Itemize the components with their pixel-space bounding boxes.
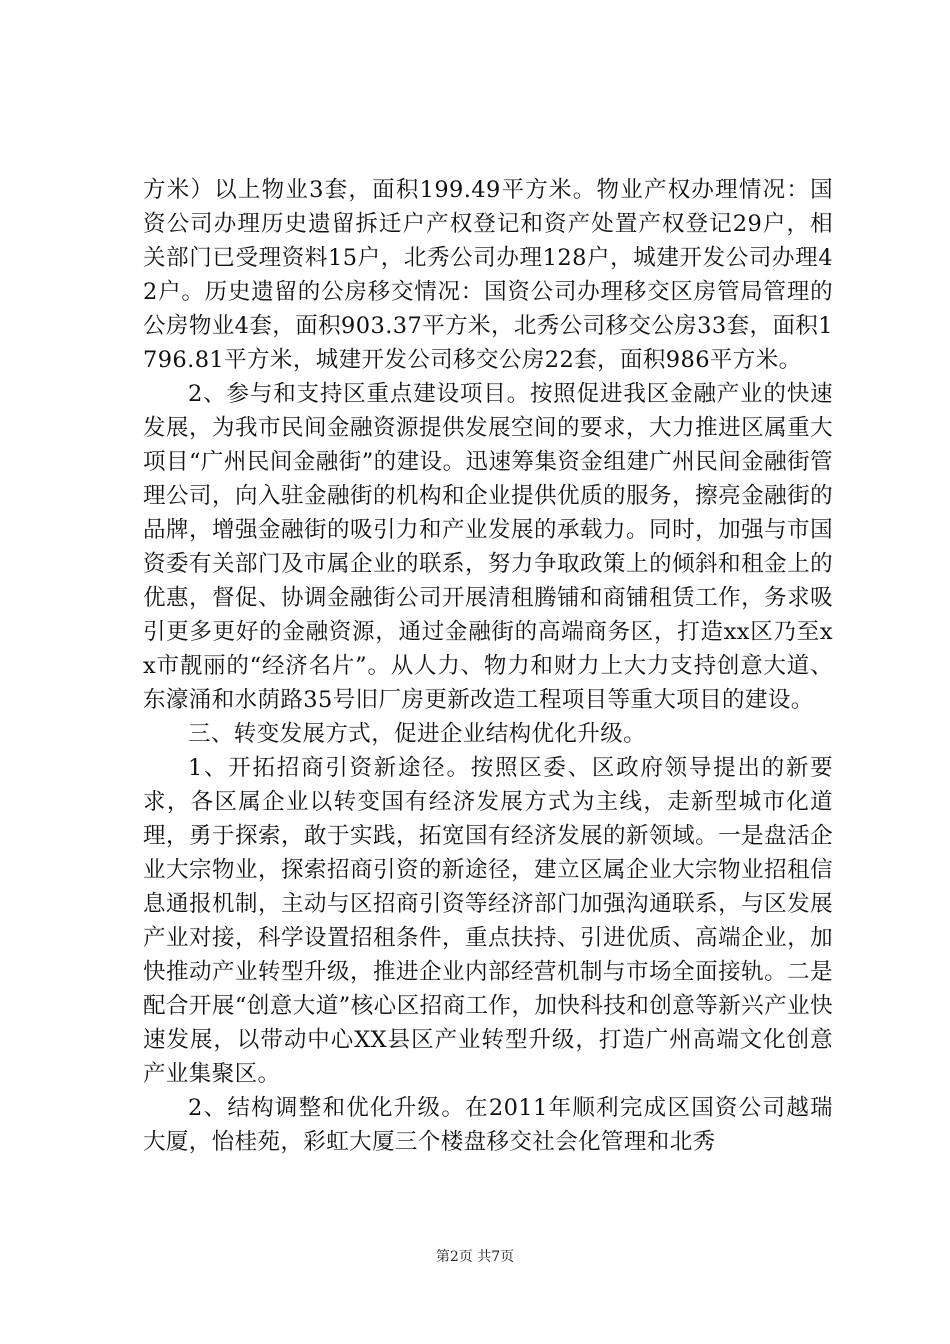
document-body (143, 173, 833, 1159)
page-footer (0, 1247, 950, 1267)
paragraph-5: 2、结构调整和优化升级。在2011年顺利完成区国资公司越瑞大厦，怡桂苑，彩虹大厦三个楼盘移交社会化管理和北秀 (143, 1095, 833, 1155)
section-heading-3: 三、转变发展方式，促进企业结构优化升级。 (188, 721, 647, 747)
paragraph-1: 方米）以上物业3套，面积199.49平方米。物业产权办理情况：国资公司办理历史遗留拆迁户产权登记和资产处置产权登记29户，相关部门已受理资料15户，北秀公司办理128户，城建开发公司办理42户。历史遗留的公房移交情况：国资公司办理移交区房管局管理的公房物业4套，面积903.37平方米，北秀公司移交公房33套，面积1796.81平方米，城建开发公司移交公房22套，面积986平方米。 (143, 177, 833, 373)
paragraph-4: 1、开拓招商引资新途径。按照区委、区政府领导提出的新要求，各区属企业以转变国有经济发展方式为主线，走新型城市化道理，勇于探索，敢于实践，拓宽国有经济发展的新领域。一是盘活企业大宗物业，探索招商引资的新途径，建立区属企业大宗物业招租信息通报机制，主动与区招商引资等经济部门加强沟通联系，与区发展产业对接，科学设置招租条件，重点扶持、引进优质、高端企业，加快推动产业转型升级，推进企业内部经营机制与市场全面接轨。二是配合开展“创意大道”核心区招商工作，加快科技和创意等新兴产业快速发展，以带动中心XX县区产业转型升级，打造广州高端文化创意产业集聚区。 (143, 755, 833, 1087)
page-number-label: 第2页 共7页 (435, 1249, 515, 1265)
paragraph-2: 2、参与和支持区重点建设项目。按照促进我区金融产业的快速发展，为我市民间金融资源提供发展空间的要求，大力推进区属重大项目“广州民间金融街”的建设。迅速筹集资金组建广州民间金融街管理公司，向入驻金融街的机构和企业提供优质的服务，擦亮金融街的品牌，增强金融街的吸引力和产业发展的承载力。同时，加强与市国资委有关部门及市属企业的联系，努力争取政策上的倾斜和租金上的优惠，督促、协调金融街公司开展清租腾铺和商铺租赁工作，务求吸引更多更好的金融资源，通过金融街的高端商务区，打造xx区乃至xx市靓丽的“经济名片”。从人力、物力和财力上大力支持创意大道、东濠涌和水荫路35号旧厂房更新改造工程项目等重大项目的建设。 (143, 381, 833, 713)
